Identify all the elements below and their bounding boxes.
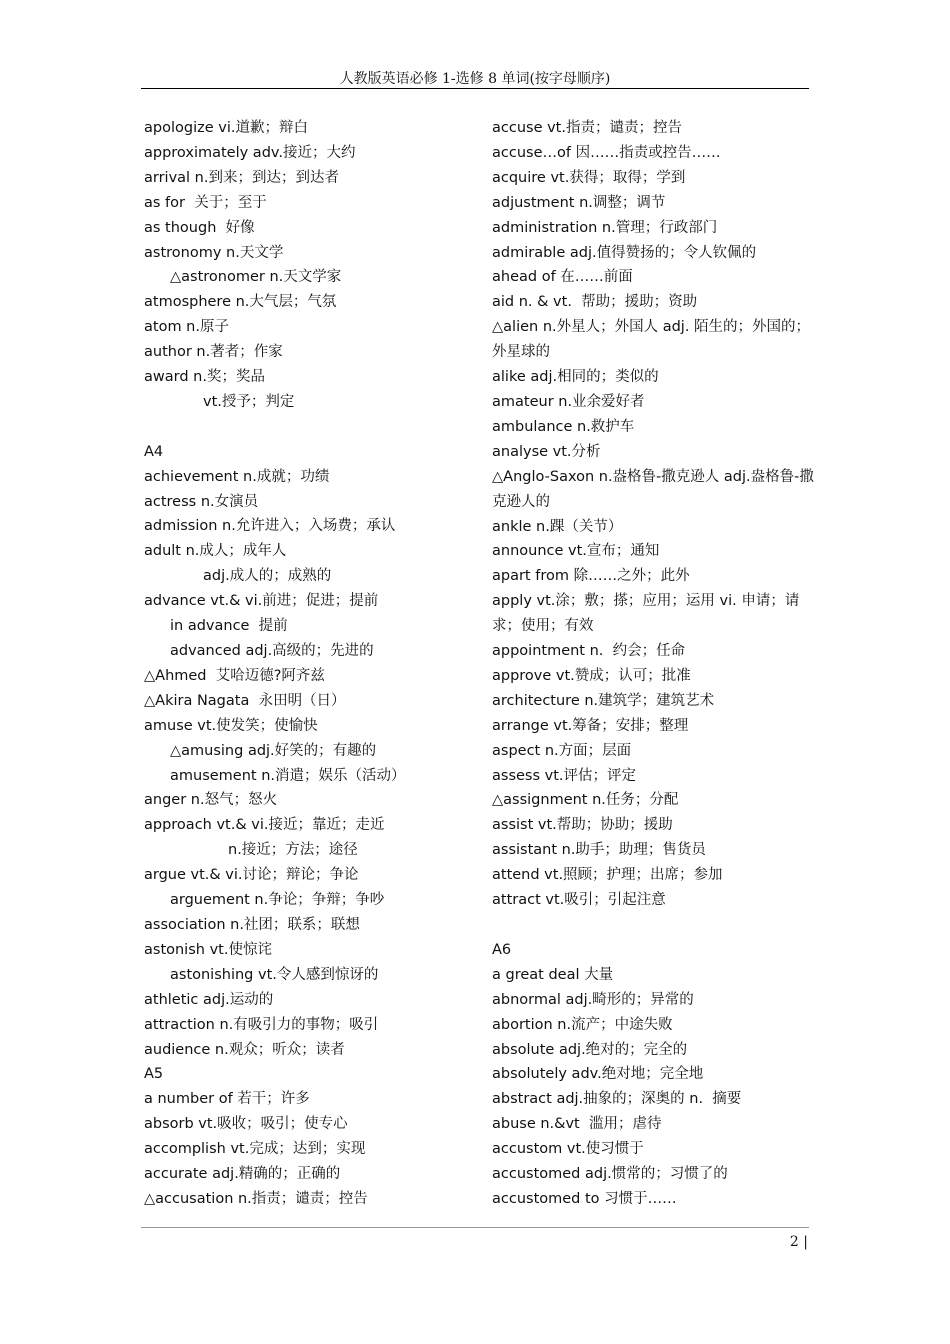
vocab-entry: astonishing vt.令人感到惊讶的: [170, 966, 379, 983]
vocab-entry: abortion n.流产；中途失败: [492, 1016, 673, 1033]
vocab-entry: n.接近；方法；途径: [228, 842, 358, 859]
vocab-entry: architecture n.建筑学；建筑艺术: [492, 692, 715, 709]
vocab-entry: △Anglo-Saxon n.盎格鲁-撒克逊人 adj.盎格鲁-撒克逊人的: [492, 468, 814, 510]
vocab-entry: award n.奖；奖品: [144, 369, 265, 386]
vocab-entry: attraction n.有吸引力的事物；吸引: [144, 1016, 379, 1033]
vocab-entry: apply vt.涂；敷；搽；应用；运用 vi. 申请；请求；使用；有效: [492, 593, 800, 635]
vocab-entry: absolute adj.绝对的；完全的: [492, 1041, 688, 1058]
vocab-entry: accustomed to 习惯于……: [492, 1190, 677, 1207]
vocab-entry: announce vt.宣布；通知: [492, 543, 660, 560]
vocab-entry: ambulance n.救护车: [492, 418, 635, 435]
vocab-entry: adjustment n.调整；调节: [492, 194, 666, 211]
vocab-entry: analyse vt.分析: [492, 443, 601, 460]
vocab-entry: approximately adv.接近；大约: [144, 144, 356, 161]
right-column: [492, 116, 814, 1212]
vocab-entry: △accusation n.指责；谴责；控告: [144, 1190, 368, 1207]
left-column: [144, 116, 464, 1212]
vocab-entry: athletic adj.运动的: [144, 991, 274, 1008]
vocab-entry: atmosphere n.大气层；气氛: [144, 294, 337, 311]
vocab-entry: anger n.怒气；怒火: [144, 792, 278, 809]
vocab-entry: advanced adj.高级的；先进的: [170, 643, 374, 660]
vocab-entry: abuse n.&vt 滥用；虐待: [492, 1116, 662, 1133]
page-header-title: 人教版英语必修 1-选修 8 单词(按字母顺序): [339, 71, 611, 87]
vocab-entry: accurate adj.精确的；正确的: [144, 1166, 341, 1183]
vocab-entry: △Ahmed 艾哈迈德?阿齐兹: [144, 667, 325, 684]
vocab-entry: audience n.观众；听众；读者: [144, 1041, 345, 1058]
vocab-entry: △assignment n.任务；分配: [492, 792, 679, 809]
vocab-entry: arguement n.争论；争辩；争吵: [170, 892, 385, 909]
vocab-entry: ankle n.踝（关节）: [492, 518, 623, 535]
vocab-entry: △Akira Nagata 永田明（日）: [144, 692, 346, 709]
vocab-entry: astonish vt.使惊诧: [144, 941, 272, 958]
vocab-entry: assistant n.助手；助理；售货员: [492, 842, 706, 859]
blank-line: [144, 415, 464, 440]
vocab-entry: accuse vt.指责；谴责；控告: [492, 120, 682, 136]
vocab-entry: apart from 除……之外；此外: [492, 568, 690, 585]
vocab-entry: amuse vt.使发笑；使愉快: [144, 717, 318, 734]
vocab-entry: amusement n.消遣；娱乐（活动）: [170, 767, 406, 784]
vocab-entry: accuse…of 因……指责或控告……: [492, 144, 721, 161]
header-rule: [141, 88, 809, 89]
vocab-entry: alike adj.相同的；类似的: [492, 369, 659, 386]
vocab-entry: achievement n.成就；功绩: [144, 468, 330, 485]
vocab-entry: in advance 提前: [170, 618, 288, 635]
vocab-entry: attract vt.吸引；引起注意: [492, 892, 666, 909]
vocab-entry: as for 关于；至于: [144, 194, 267, 211]
vocab-entry: actress n.女演员: [144, 493, 259, 510]
vocab-entry: administration n.管理；行政部门: [492, 219, 718, 236]
vocab-entry: arrival n.到来；到达；到达者: [144, 169, 339, 186]
vocab-entry: aid n. & vt. 帮助；援助；资助: [492, 294, 698, 311]
vocab-entry: admirable adj.值得赞扬的；令人钦佩的: [492, 244, 757, 261]
section-heading: A4: [144, 443, 164, 460]
vocab-entry: author n.著者；作家: [144, 344, 283, 361]
vocab-entry: △astronomer n.天文学家: [170, 269, 342, 286]
vocab-entry: as though 好像: [144, 219, 255, 236]
vocab-entry: apologize vi.道歉；辩白: [144, 120, 308, 136]
vocab-entry: a great deal 大量: [492, 966, 614, 983]
vocab-entry: approach vt.& vi.接近；靠近；走近: [144, 817, 385, 834]
footer-rule: [141, 1227, 809, 1228]
vocab-entry: admission n.允许进入；入场费；承认: [144, 518, 396, 535]
vocab-entry: assist vt.帮助；协助；援助: [492, 817, 673, 834]
vocab-entry: abstract adj.抽象的；深奥的 n. 摘要: [492, 1091, 742, 1108]
vocab-entry: advance vt.& vi.前进；促进；提前: [144, 593, 379, 610]
vocab-entry: accustomed adj.惯常的；习惯了的: [492, 1166, 728, 1183]
vocab-entry: amateur n.业余爱好者: [492, 393, 645, 410]
vocab-entry: approve vt.赞成；认可；批准: [492, 667, 691, 684]
vocab-entry: arrange vt.筹备；安排；整理: [492, 717, 689, 734]
section-heading: A6: [492, 941, 512, 958]
vocab-entry: accustom vt.使习惯于: [492, 1141, 644, 1158]
vocab-entry: △amusing adj.好笑的；有趣的: [170, 742, 377, 759]
vocab-entry: adj.成人的；成熟的: [203, 568, 332, 585]
vocab-entry: acquire vt.获得；取得；学到: [492, 169, 686, 186]
vocab-entry: atom n.原子: [144, 319, 229, 336]
vocab-entry: appointment n. 约会；任命: [492, 643, 686, 660]
vocab-entry: association n.社团；联系；联想: [144, 916, 360, 933]
vocab-entry: ahead of 在……前面: [492, 269, 633, 286]
page-number: 2 |: [789, 1234, 808, 1250]
vocab-entry: absorb vt.吸收；吸引；使专心: [144, 1116, 348, 1133]
vocab-entry: attend vt.照顾；护理；出席；参加: [492, 867, 723, 884]
vocab-entry: vt.授予；判定: [203, 393, 295, 410]
vocab-entry: adult n.成人；成年人: [144, 543, 287, 560]
vocab-entry: absolutely adv.绝对地；完全地: [492, 1066, 704, 1083]
vocab-entry: △alien n.外星人；外国人 adj. 陌生的；外国的；外星球的: [492, 319, 811, 361]
vocab-entry: accomplish vt.完成；达到；实现: [144, 1141, 366, 1158]
vocab-entry: abnormal adj.畸形的；异常的: [492, 991, 694, 1008]
blank-line: [492, 913, 814, 938]
vocab-entry: astronomy n.天文学: [144, 244, 284, 261]
vocab-entry: a number of 若干；许多: [144, 1091, 310, 1108]
vocab-entry: assess vt.评估；评定: [492, 767, 637, 784]
vocab-entry: argue vt.& vi.讨论；辩论；争论: [144, 867, 359, 884]
section-heading: A5: [144, 1066, 164, 1083]
vocab-entry: aspect n.方面；层面: [492, 742, 632, 759]
